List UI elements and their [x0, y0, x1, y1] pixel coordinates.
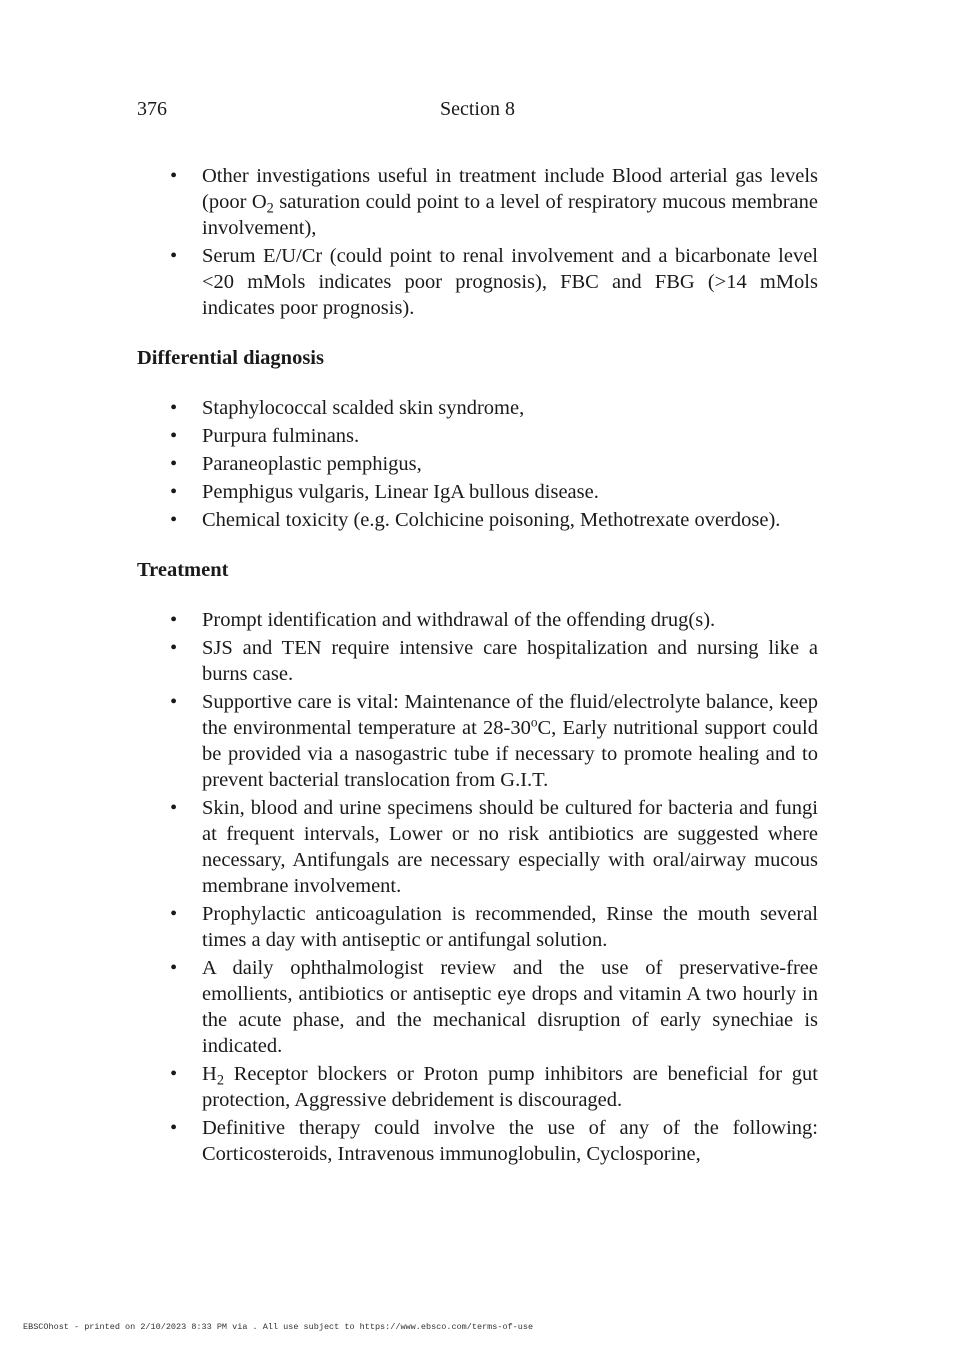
list-item: • Prophylactic anticoagulation is recommended, Rinse the mouth several times a day with antiseptic or antifungal solution. — [137, 901, 818, 953]
list-item: • $H_2$ Receptor blockers or Proton pump inhibitors are beneficial for gut protection, Aggressive debridement is discouraged. — [137, 1061, 818, 1113]
list-item: • Paraneoplastic pemphigus, — [137, 451, 818, 477]
list-item: • Other investigations useful in treatment include Blood arterial gas levels (poor $O_2$ saturation could point to a level of respiratory mucous membrane involvement), — [137, 163, 818, 241]
list-item: • SJS and TEN require intensive care hospitalization and nursing like a burns case. — [137, 635, 818, 687]
page-number: 376 — [137, 98, 167, 120]
list-item: • Prompt identification and withdrawal of the offending drug(s). — [137, 607, 818, 633]
treatment-heading: Treatment — [137, 559, 229, 581]
list-item: • Purpura fulminans. — [137, 423, 818, 449]
list-item: • A daily ophthalmologist review and the use of preservative-free emollients, antibiotics or antiseptic eye drops and vitamin A two hourly in the acute phase, and the mechanical disruption of early synechiae is indicated. — [137, 955, 818, 1059]
list-item: • Staphylococcal scalded skin syndrome, — [137, 395, 818, 421]
list-item: • Supportive care is vital: Maintenance of the fluid/electrolyte balance, keep the environmental temperature at 28-30$^o$C, Early nutritional support could be provided via a nasogastric tube if necessary to promote healing and to prevent bacterial translocation from G.I.T. — [137, 689, 818, 793]
treatment-list — [137, 607, 818, 1167]
differential-diagnosis-list — [137, 395, 818, 533]
investigations-list — [137, 163, 818, 321]
page-content — [137, 163, 818, 1169]
differential-diagnosis-heading: Differential diagnosis — [137, 347, 324, 369]
page-header — [137, 97, 818, 121]
list-item: • Pemphigus vulgaris, Linear IgA bullous disease. — [137, 479, 818, 505]
list-item: • Chemical toxicity (e.g. Colchicine poisoning, Methotrexate overdose). — [137, 507, 818, 533]
running-head: Section 8 — [440, 98, 515, 120]
list-item: • Skin, blood and urine specimens should be cultured for bacteria and fungi at frequent intervals, Lower or no risk antibiotics are suggested where necessary, Antifungals are necessary especially with oral/airway mucous membrane involvement. — [137, 795, 818, 899]
ebsco-footer: EBSCOhost - printed on 2/10/2023 8:33 PM via . All use subject to https://www.ebsco.com/terms-of-use — [23, 1322, 534, 1332]
list-item: • Definitive therapy could involve the use of any of the following: Corticosteroids, Intravenous immunoglobulin, Cyclosporine, — [137, 1115, 818, 1167]
list-item: • Serum E/U/Cr (could point to renal involvement and a bicarbonate level <20 mMols indicates poor prognosis), FBC and FBG (>14 mMols indicates poor prognosis). — [137, 243, 818, 321]
